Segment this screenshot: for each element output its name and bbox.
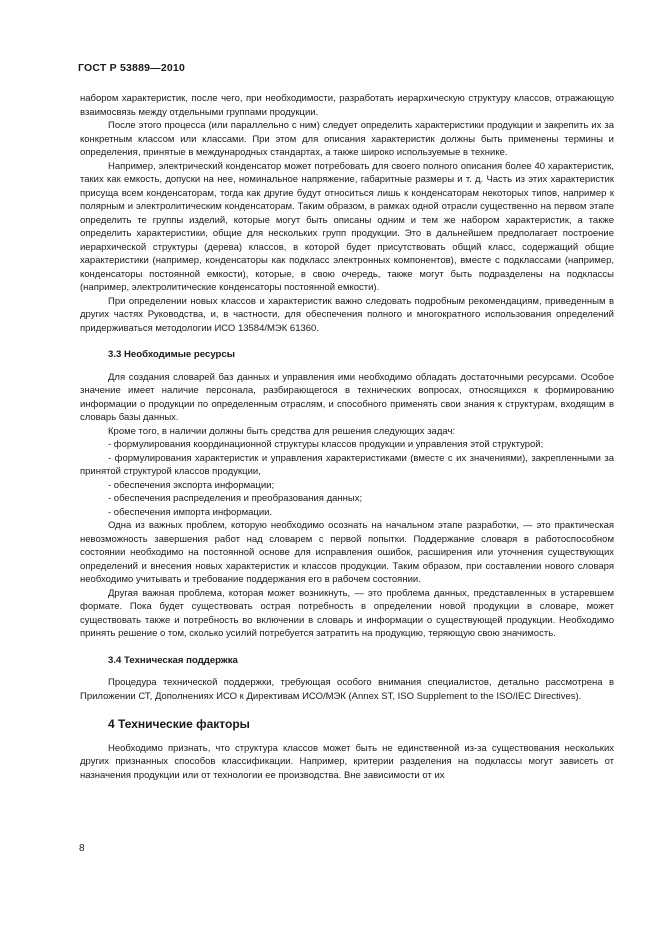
paragraph: Одна из важных проблем, которую необходимо осознать на начальном этапе разработки, — это практическая невозможность завершения работ над словарем с первой попытки. Поддержание словаря в работоспособном состоянии необходимо на постоянной основе для исправления ошибок, расширения или уточнения существующих определений и внесения новых характеристик и классов продукции. Таким образом, при составлении нового словаря необходимо учитывать и требование поддержания его в рабочем состоянии. <box>80 520 614 585</box>
paragraph: Процедура технической поддержки, требующая особого внимания специалистов, детально рассмотрена в Приложении СТ, Дополнениях ИСО к Директивам ИСО/МЭК (Annex ST, ISO Supplement to the ISO/IEC Directives). <box>80 677 614 702</box>
page-body <box>80 92 614 782</box>
paragraph: Для создания словарей баз данных и управления ими необходимо обладать достаточными ресурсами. Особое значение имеет наличие персонала, разбирающегося в технических вопросах, относящихся к формированию информации о продукции по определенным отраслям, и способного применять свои знания к структурам, входящим в словарь базы данных. <box>80 371 614 423</box>
paragraph: Необходимо признать, что структура классов может быть не единственной из-за существования нескольких других признанных способов классификации. Например, критерии разделения на подклассы могут зависеть от назначения продукции или от технологии ее производства. Вне зависимости от их <box>80 742 614 781</box>
section-heading-3-3: 3.3 Необходимые ресурсы <box>108 349 235 360</box>
list-item: - обеспечения экспорта информации; <box>108 479 275 491</box>
list-item: - формулирования характеристик и управления характеристиками (вместе с их значениями), закрепленными за принятой структурой классов продукции, <box>80 452 614 477</box>
section-heading-3-4: 3.4 Техническая поддержка <box>108 654 238 666</box>
paragraph: После этого процесса (или параллельно с ним) следует определить характеристики продукции и закрепить их за конкретным классом или классами. При этом для описания характеристик должны быть применены термины и определения, принятые в международных стандартах, а также широко используемые в технике. <box>80 120 614 158</box>
paragraph: набором характеристик, после чего, при необходимости, разработать иерархическую структуру классов, отражающую взаимосвязь между отдельными группами продукции. <box>80 93 614 118</box>
section-heading-4: 4 Технические факторы <box>108 717 250 731</box>
page-number: 8 <box>79 843 85 854</box>
list-item: - формулирования координационной структуры классов продукции и управления этой структурой; <box>108 439 544 450</box>
document-header: ГОСТ Р 53889—2010 <box>78 62 186 74</box>
paragraph: При определении новых классов и характеристик важно следовать подробным рекомендациям, приведенным в других частях Руководства, и, в частности, для обеспечения полного и многократного использования определений придерживаться методологии ИСО 13584/МЭК 61360. <box>80 295 614 334</box>
list-item: - обеспечения распределения и преобразования данных; <box>108 493 363 504</box>
paragraph: Например, электрический конденсатор может потребовать для своего полного описания более 40 характеристик, таких как емкость, допуски на нее, номинальное напряжение, габаритные размеры и т. д. Часть из этих характеристик присуща всем конденсаторам, тогда как другие будут относиться лишь к конденсаторам некоторых типов, например к полярным и электролитическим конденсаторам. Таким образом, в рамках одной отрасли существенно на первом этапе определить те группы изделий, которые могут быть описаны одним и тем же набором характеристик, а также определить характеристики, общие для нескольких групп продукции. Это в дальнейшем предполагает построение иерархической структуры (дерева) классов, в которой будет присутствовать общий класс, содержащий общие характеристики (например, конденсаторы как подкласс электронных компонентов), вместе с подклассами (например, конденсаторы постоянной емкости), которые, в свою очередь, также могут быть подразделены на подклассы (например, электролитические конденсаторы постоянной емкости). <box>80 160 614 293</box>
paragraph: Другая важная проблема, которая может возникнуть, — это проблема данных, представленных в устаревшем формате. Пока будет существовать острая потребность в определении новой продукции в словаре, может существовать также и потребность во включении в словарь и информации о существующей продукции. Необходимо принять решение о том, сколько усилий потребуется затратить на продукцию, теряющую свою значимость. <box>80 587 614 639</box>
paragraph: Кроме того, в наличии должны быть средства для решения следующих задач: <box>108 425 456 437</box>
list-item: - обеспечения импорта информации. <box>108 506 273 518</box>
